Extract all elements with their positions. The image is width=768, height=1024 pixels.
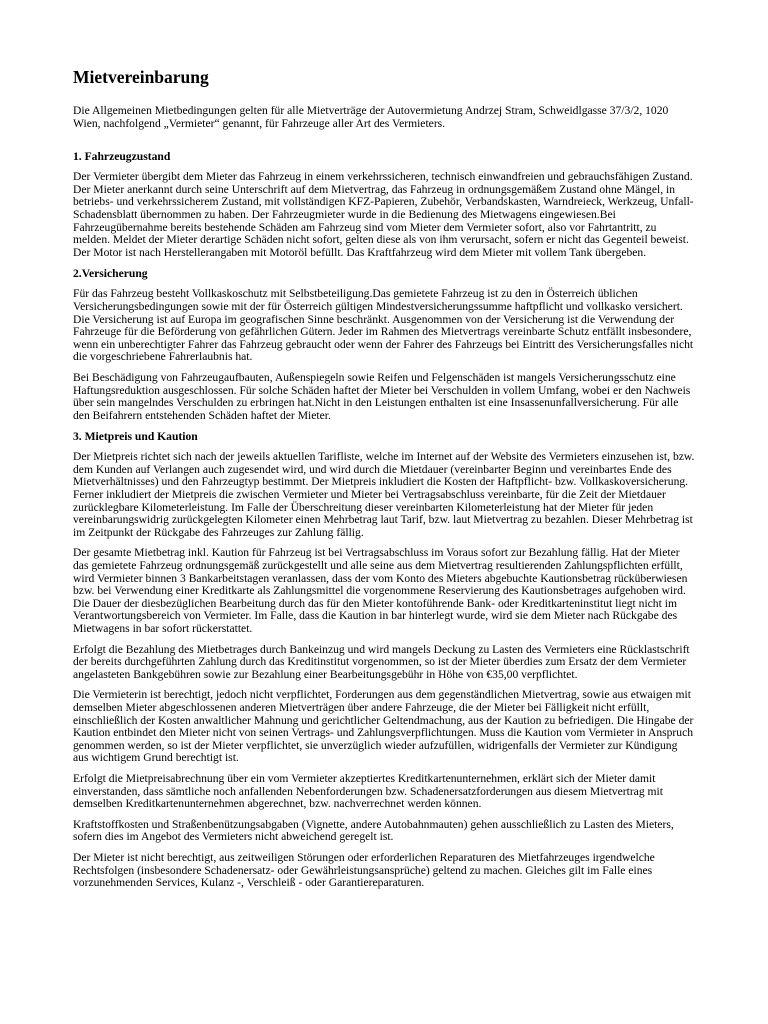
paragraph-mietpreis-1: Der Mietpreis richtet sich nach der jeweils aktuellen Tarifliste, welche im Internet auf der Website des Vermieters einzusehen ist, bzw. dem Kunden auf Verlangen auch zugesendet wird, und wird durch die Mietdauer (vereinbarter Beginn und vereinbartes Ende des Mietverhältnisses) und den Fahrzeugtyp bestimmt. Der Mietpreis inkludiert die Kosten der Haftpflicht- bzw. Vollkaskoversicherung. Ferner inkludiert der Mietpreis die zwischen Vermieter und Mieter bei Vertragsabschluss vereinbarte, für die Zeit der Mietdauer zurücklegbare Kilometerleistung. Im Falle der Überschreitung dieser vereinbarten Kilometerleistung hat der Mieter für jeden vereinbarungswidrig zurückgelegten Kilometer einen Mehrbetrag laut Tarif, bzw. laut Mietvertrag zu bezahlen. Dieser Mehrbetrag ist im Zeitpunkt der Rückgabe des Fahrzeuges zur Zahlung fällig. <box>73 450 695 539</box>
document-page <box>73 66 695 898</box>
paragraph-mietpreis-3: Erfolgt die Bezahlung des Mietbetrages durch Bankeinzug und wird mangels Deckung zu Lasten des Vermieters eine Rücklastschrift der bereits durchgeführten Zahlung durch das Kreditinstitut vorgenommen, so ist der Mieter überdies zum Ersatz der dem Vermieter angelasteten Bankgebühren sowie zur Bezahlung einer Bearbeitungsgebühr in Höhe von €35,00 verpflichtet. <box>73 642 690 681</box>
section-heading-mietpreis-kaution: 3. Mietpreis und Kaution <box>73 430 198 444</box>
paragraph-mietpreis-4: Die Vermieterin ist berechtigt, jedoch nicht verpflichtet, Forderungen aus dem gegenständlichen Mietvertrag, sowie aus etwaigen mit demselben Mieter abgeschlossenen anderen Mietverträgen über andere Fahrzeuge, die der Mieter bei Fälligkeit nicht erfüllt, einschließlich der Kosten anwaltlicher Mahnung und gerichtlicher Geltendmachung, aus der Kaution zu befriedigen. Die Hingabe der Kaution entbindet den Mieter nicht von seinen Vertrags- und Zahlungsverpflichtungen. Muss die Kaution vom Vermieter in Anspruch genommen werden, so ist der Mieter verpflichtet, sie unverzüglich wieder aufzufüllen, widrigenfalls der Vermieter zur Kündigung aus wichtigem Grund berechtigt ist. <box>73 688 694 765</box>
paragraph-mietpreis-5: Erfolgt die Mietpreisabrechnung über ein vom Vermieter akzeptiertes Kreditkartenunternehmen, erklärt sich der Mieter damit einverstanden, dass sämtliche noch anfallenden Nebenforderungen bzw. Schadenersatzforderungen aus diesem Mietvertrag mit demselben Kreditkartenunternehmen abgerechnet, bzw. nachverrechnet werden können. <box>73 771 663 811</box>
paragraph-mietpreis-2: Der gesamte Mietbetrag inkl. Kaution für Fahrzeug ist bei Vertragsabschluss im Voraus sofort zur Bezahlung fällig. Hat der Mieter das gemietete Fahrzeug ordnungsgemäß zurückgestellt und alle seine aus dem Mietvertrag resultierenden Zahlungspflichten erfüllt, wird Vermieter binnen 3 Bankarbeitstagen veranlassen, dass der vom Konto des Mieters abgebuchte Kautionsbetrag rücküberwiesen bzw. bei Verwendung einer Kreditkarte als Zahlungsmittel die vorgenommene Reservierung des Kautionsbetrages aufgehoben wird. Die Dauer der diesbezüglichen Bearbeitung durch das für den Mieter kontoführende Bank- oder Kreditkarteninstitut liegt nicht im Verantwortungsbereich von Vermieter. Im Falle, dass die Kaution in bar hinterlegt wurde, wird sie dem Mieter nach Rückgabe des Mietwagens in bar sofort rückerstattet. <box>73 546 688 635</box>
paragraph-versicherung-2: Bei Beschädigung von Fahrzeugaufbauten, Außenspiegeln sowie Reifen und Felgenschäden ist mangels Versicherungsschutz eine Haftungsreduktion ausgeschlossen. Für solche Schäden haftet der Mieter bei Verschulden in vollem Umfang, wobei er den Nachweis über sein mangelndes Verschulden zu erbringen hat.Nicht in den Leistungen enthalten ist eine Insassenunfallversicherung. Für alle den Beifahrern entstehenden Schäden haftet der Mieter. <box>73 370 691 422</box>
section-heading-fahrzeugzustand: 1. Fahrzeugzustand <box>73 150 171 164</box>
paragraph-mietpreis-7: Der Mieter ist nicht berechtigt, aus zeitweiligen Störungen oder erforderlichen Reparaturen des Mietfahrzeuges irgendwelche Rechtsfolgen (insbesondere Schadenersatz- oder Gewährleistungsansprüche) geltend zu machen. Gleiches gilt im Falle eines vorzunehmenden Services, Kulanz -, Verschleiß - oder Garantiereparaturen. <box>73 850 655 890</box>
paragraph-mietpreis-6: Kraftstoffkosten und Straßenbenützungsabgaben (Vignette, andere Autobahnmauten) gehen ausschließlich zu Lasten des Mieters, sofern dies im Angebot des Vermieters nicht abweichend geregelt ist. <box>73 817 674 844</box>
paragraph-versicherung-1: Für das Fahrzeug besteht Vollkaskoschutz mit Selbstbeteiligung.Das gemietete Fahrzeug ist zu den in Österreich üblichen Versicherungsbedingungen sowie mit der für Österreich gültigen Mindestversicherungssumme haftpflicht und vollkasko versichert. Die Versicherung ist auf Europa im geografischen Sinne beschränkt. Ausgenommen von der Versicherung ist die Verwendung der Fahrzeuge für die Beförderung von gefährlichen Gütern. Jeder im Rahmen des Mietvertrags vereinbarte Schutz entfällt insbesondere, wenn ein unberechtigter Fahrer das Fahrzeug gebraucht oder wenn der Fahrer des Fahrzeugs bei Eintritt des Versicherungsfalles nicht die vorgeschriebene Fahrerlaubnis hat. <box>73 287 694 364</box>
intro-paragraph: Die Allgemeinen Mietbedingungen gelten für alle Mietverträge der Autovermietung Andrzej Stram, Schweidlgasse 37/3/2, 1020 Wien, nachfolgend „Vermieter“ genannt, für Fahrzeuge aller Art des Vermieters. <box>73 104 669 130</box>
section-heading-versicherung: 2.Versicherung <box>73 267 148 281</box>
paragraph-fahrzeugzustand-1: Der Vermieter übergibt dem Mieter das Fahrzeug in einem verkehrssicheren, technisch einwandfreien und gebrauchsfähigen Zustand. Der Mieter anerkannt durch seine Unterschrift auf dem Mietvertrag, das Fahrzeug in ordnungsgemäßem Zustand ohne Mängel, in betriebs- und verkehrssicherem Zustand, mit vollständigen KFZ-Papieren, Zubehör, Verbandskasten, Warndreieck, Werkzeug, Unfall-Schadensblatt übernommen zu haben. Der Fahrzeugmieter wurde in die Bedienung des Mietwagens eingewiesen.Bei Fahrzeugübernahme bereits bestehende Schäden am Fahrzeug sind vom Mieter dem Vermieter sofort, also vor Fahrtantritt, zu melden. Meldet der Mieter derartige Schäden nicht sofort, gelten diese als von ihm verursacht, sofern er nicht das Gegenteil beweist. Der Motor ist nach Herstellerangaben mit Motoröl befüllt. Das Kraftfahrzeug wird dem Mieter mit vollem Tank übergeben. <box>73 170 694 259</box>
document-title: Mietvereinbarung <box>73 67 209 87</box>
